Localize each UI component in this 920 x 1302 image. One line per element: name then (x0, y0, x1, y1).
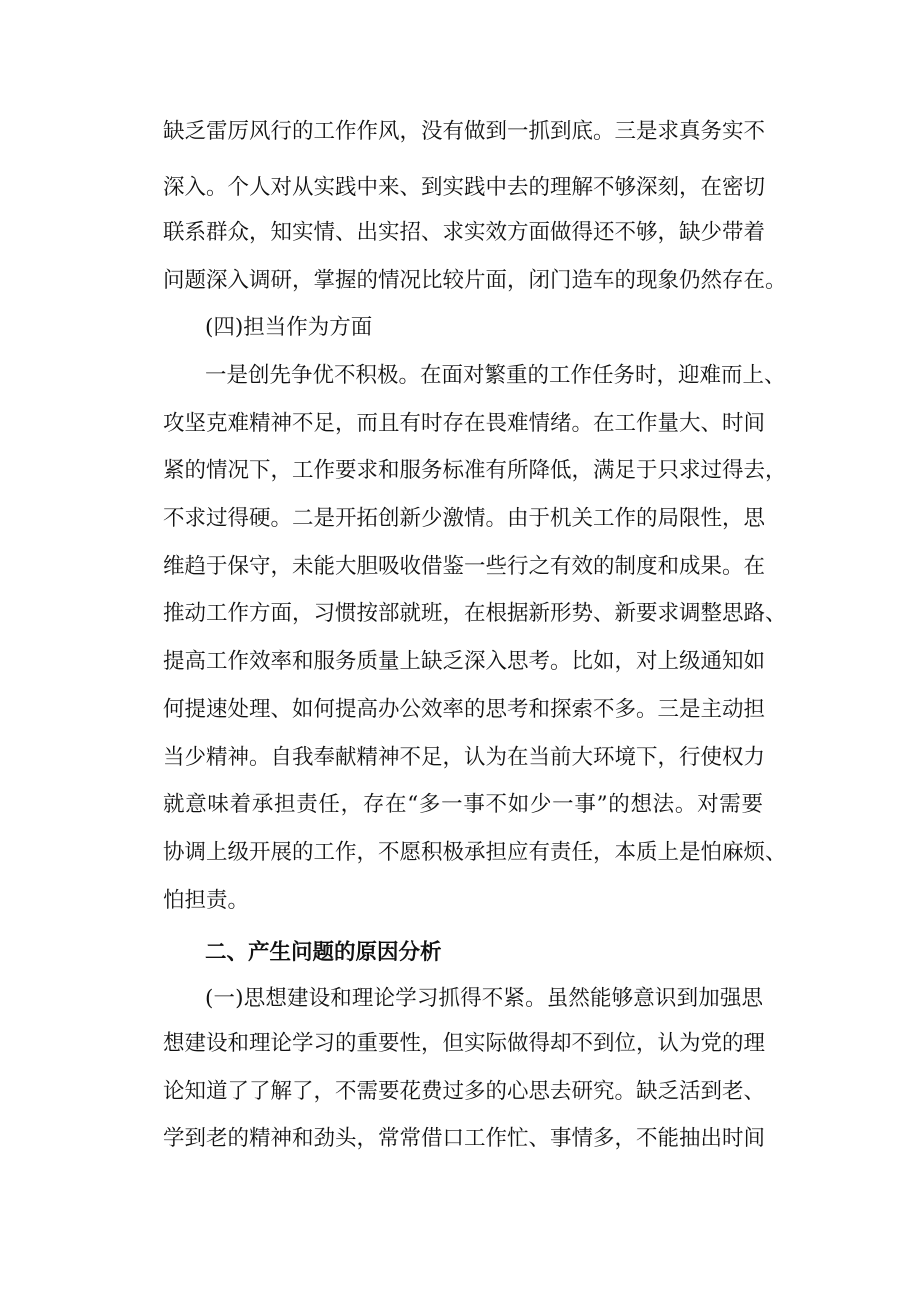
section-title: (四)担当作为方面 (205, 315, 373, 340)
section-heading: 二、产生问题的原因分析 (205, 940, 442, 965)
paragraph-line: 何提速处理、如何提高办公效率的思考和探索不多。三是主动担 (163, 697, 766, 722)
paragraph-line: 缺乏雷厉风行的工作作风，没有做到一抓到底。三是求真务实不 (163, 119, 766, 144)
paragraph-line: 不求过得硬。二是开拓创新少激情。由于机关工作的局限性，思 (163, 506, 766, 531)
paragraph-line: 深入。个人对从实践中来、到实践中去的理解不够深刻，在密切 (163, 175, 766, 200)
paragraph-line: 想建设和理论学习的重要性，但实际做得却不到位，认为党的理 (163, 1031, 766, 1056)
paragraph-line: (一)思想建设和理论学习抓得不紧。虽然能够意识到加强思 (205, 986, 763, 1011)
paragraph-line: 学到老的精神和劲头，常常借口工作忙、事情多，不能抽出时间 (163, 1126, 766, 1151)
paragraph-line: 攻坚克难精神不足，而且有时存在畏难情绪。在工作量大、时间 (163, 411, 766, 436)
paragraph-line: 当少精神。自我奉献精神不足，认为在当前大环境下，行使权力 (163, 745, 766, 770)
paragraph-line: 协调上级开展的工作，不愿积极承担应有责任，本质上是怕麻烦、 (163, 840, 787, 865)
paragraph-line: 紧的情况下，工作要求和服务标准有所降低，满足于只求过得去， (163, 458, 787, 483)
paragraph-line: 论知道了了解了，不需要花费过多的心思去研究。缺乏活到老、 (163, 1079, 766, 1104)
paragraph-line: 一是创先争优不积极。在面对繁重的工作任务时，迎难而上、 (205, 363, 786, 388)
paragraph-line: 维趋于保守，未能大胆吸收借鉴一些行之有效的制度和成果。在 (163, 554, 766, 579)
paragraph-line: 怕担责。 (163, 888, 250, 913)
paragraph-line: 提高工作效率和服务质量上缺乏深入思考。比如，对上级通知如 (163, 649, 766, 674)
paragraph-line: 联系群众，知实情、出实招、求实效方面做得还不够，缺少带着 (163, 220, 766, 245)
paragraph-line: 就意味着承担责任，存在“多一事不如少一事”的想法。对需要 (163, 792, 763, 817)
paragraph-line: 问题深入调研，掌握的情况比较片面，闭门造车的现象仍然存在。 (163, 268, 787, 293)
paragraph-line: 推动工作方面，习惯按部就班，在根据新形势、新要求调整思路、 (163, 601, 787, 626)
